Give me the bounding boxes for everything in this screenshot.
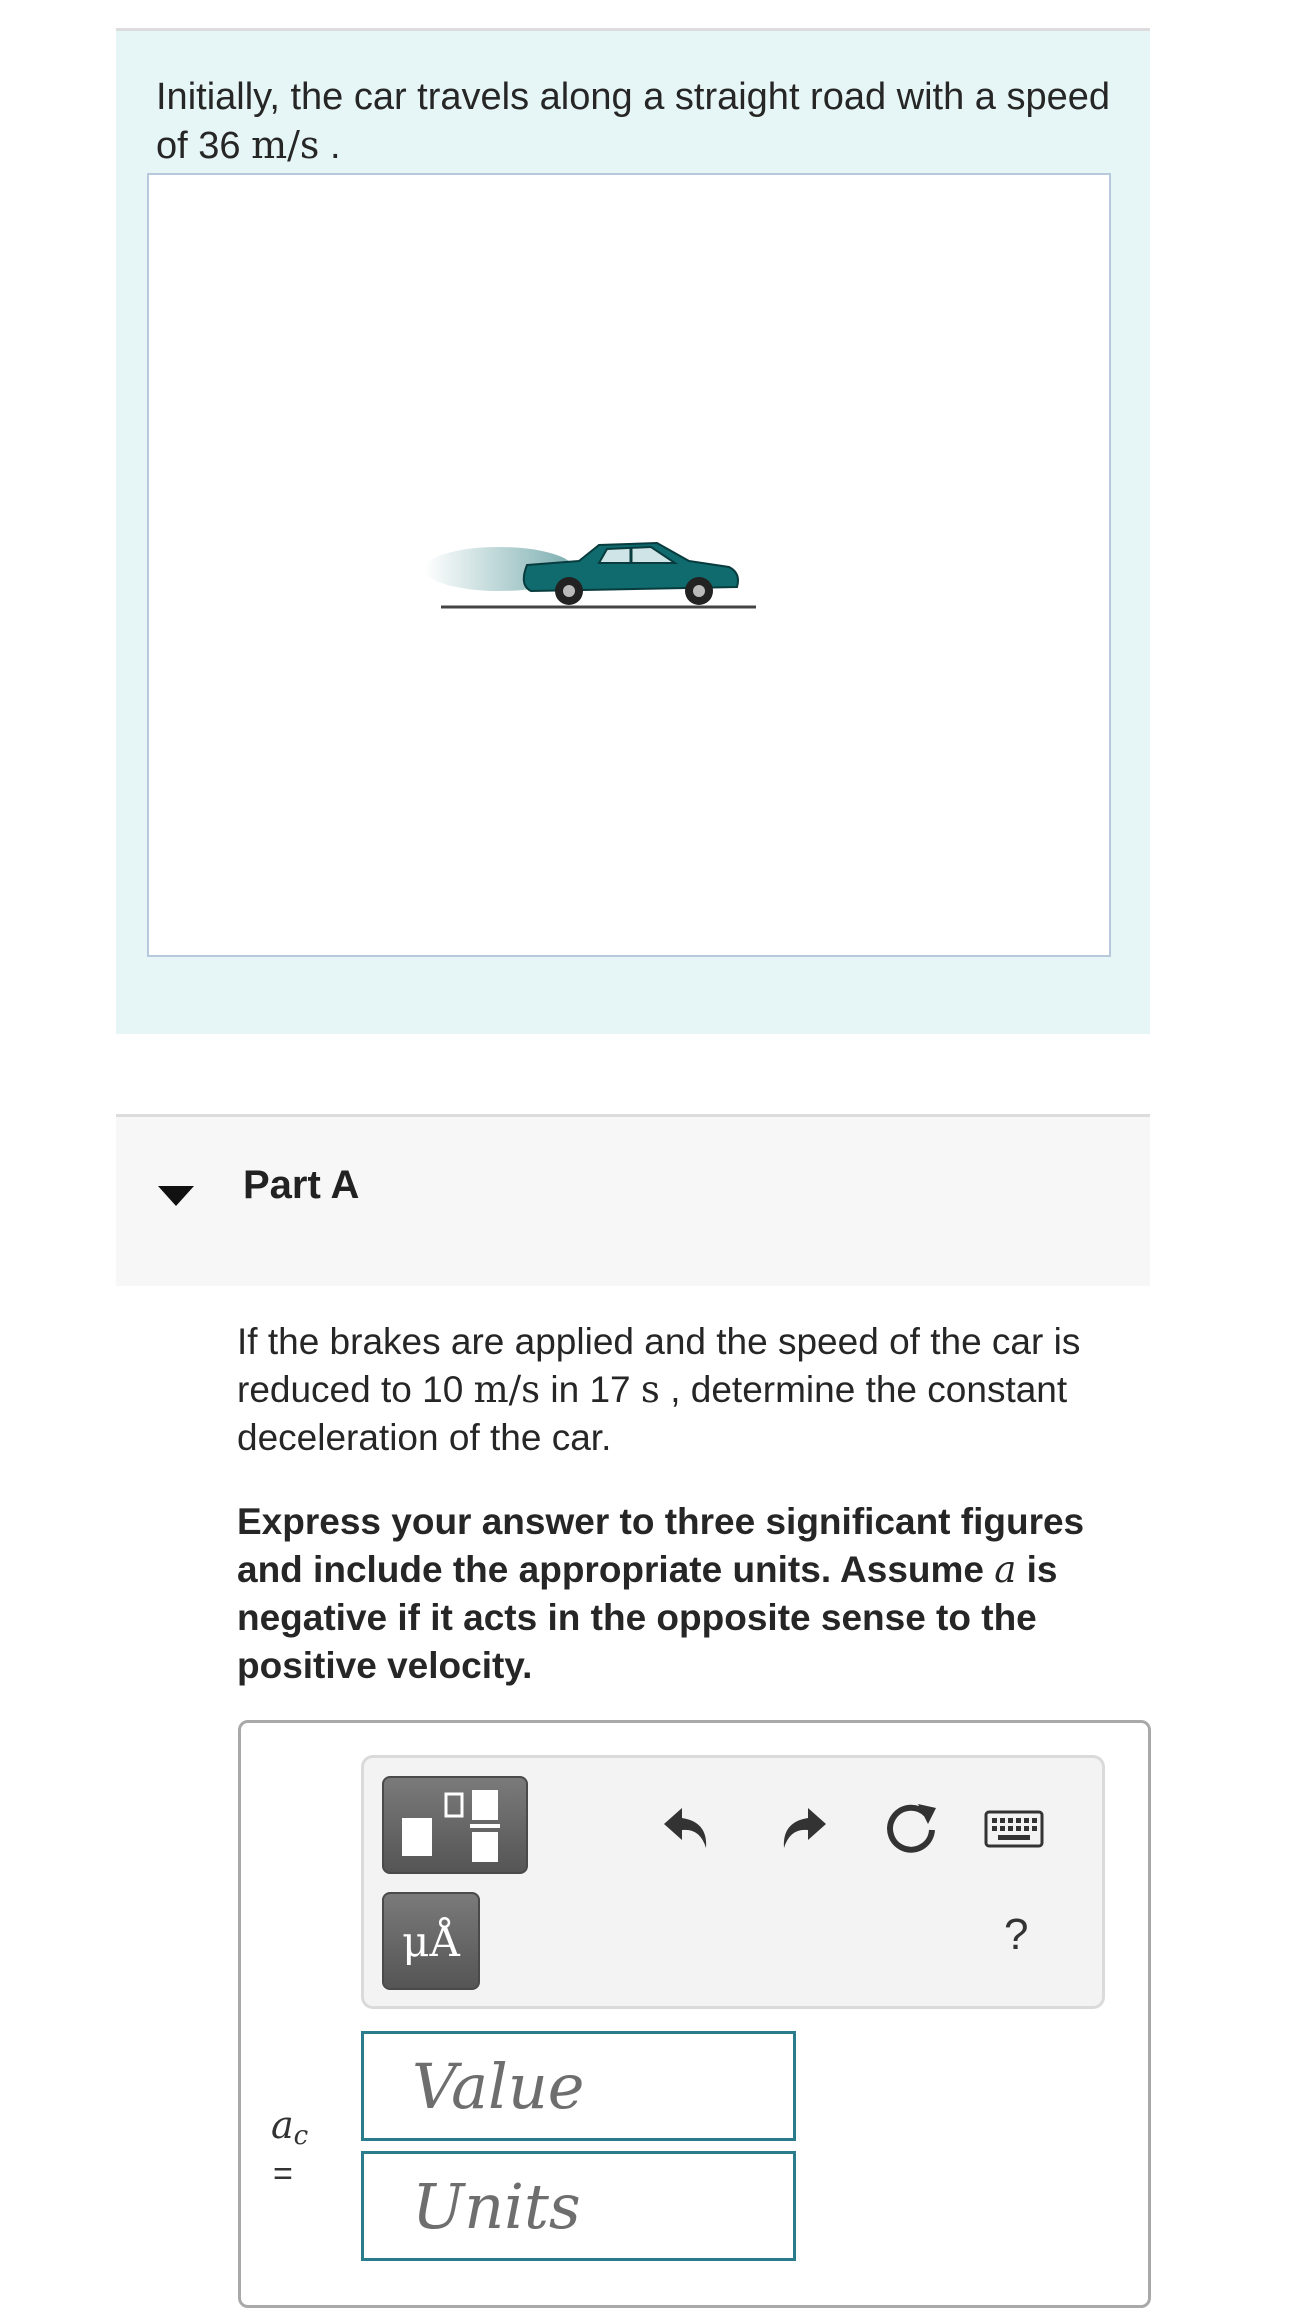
keyboard-icon[interactable] [984, 1810, 1044, 1848]
answer-var-main: a [271, 2103, 294, 2147]
figure-box [147, 173, 1111, 957]
templates-button[interactable] [382, 1776, 528, 1874]
equals-sign: = [273, 2155, 293, 2193]
instruction-text [237, 1498, 1137, 1690]
triangle-down-icon[interactable] [156, 1177, 196, 1217]
car-illustration [419, 525, 759, 615]
redo-icon[interactable] [776, 1800, 830, 1854]
question-text-2: in 17 [550, 1369, 631, 1410]
intro-text-after: . [330, 125, 341, 167]
value-input[interactable] [361, 2031, 796, 2141]
instruction-text-1: Express your answer to three significant figures and include the appropriate units. Assume [237, 1501, 1085, 1590]
instruction-text-2: is negative if it acts in the opposite sense to the positive velocity. [237, 1549, 1058, 1686]
answer-var-sub: c [293, 2121, 309, 2151]
question-text-3: , determine the constant deceleration of the car. [237, 1369, 1068, 1458]
question-text [237, 1318, 1137, 1462]
undo-icon[interactable] [660, 1800, 714, 1854]
units-input[interactable] [361, 2151, 796, 2261]
math-toolbar [361, 1755, 1105, 2009]
part-header[interactable] [116, 1114, 1150, 1286]
templates-icon [384, 1778, 526, 1872]
answer-box [238, 1720, 1151, 2308]
intro-text-before: Initially, the car travels along a straight road with a speed of 36 [156, 76, 1111, 167]
units-button[interactable]: μÅ [382, 1892, 480, 1990]
question-unit-2: s [640, 1368, 660, 1411]
intro-unit: m/s [251, 123, 320, 167]
part-title: Part A [243, 1163, 360, 1207]
question-text-1: If the brakes are applied and the speed of the car is reduced to 10 [237, 1321, 1081, 1410]
answer-variable-label [271, 2103, 308, 2151]
intro-text [156, 73, 1116, 170]
instruction-var: a [994, 1548, 1017, 1591]
intro-panel [116, 28, 1150, 1034]
reset-icon[interactable] [882, 1798, 942, 1858]
help-button[interactable]: ? [1004, 1910, 1029, 1959]
question-unit-1: m/s [473, 1368, 541, 1411]
